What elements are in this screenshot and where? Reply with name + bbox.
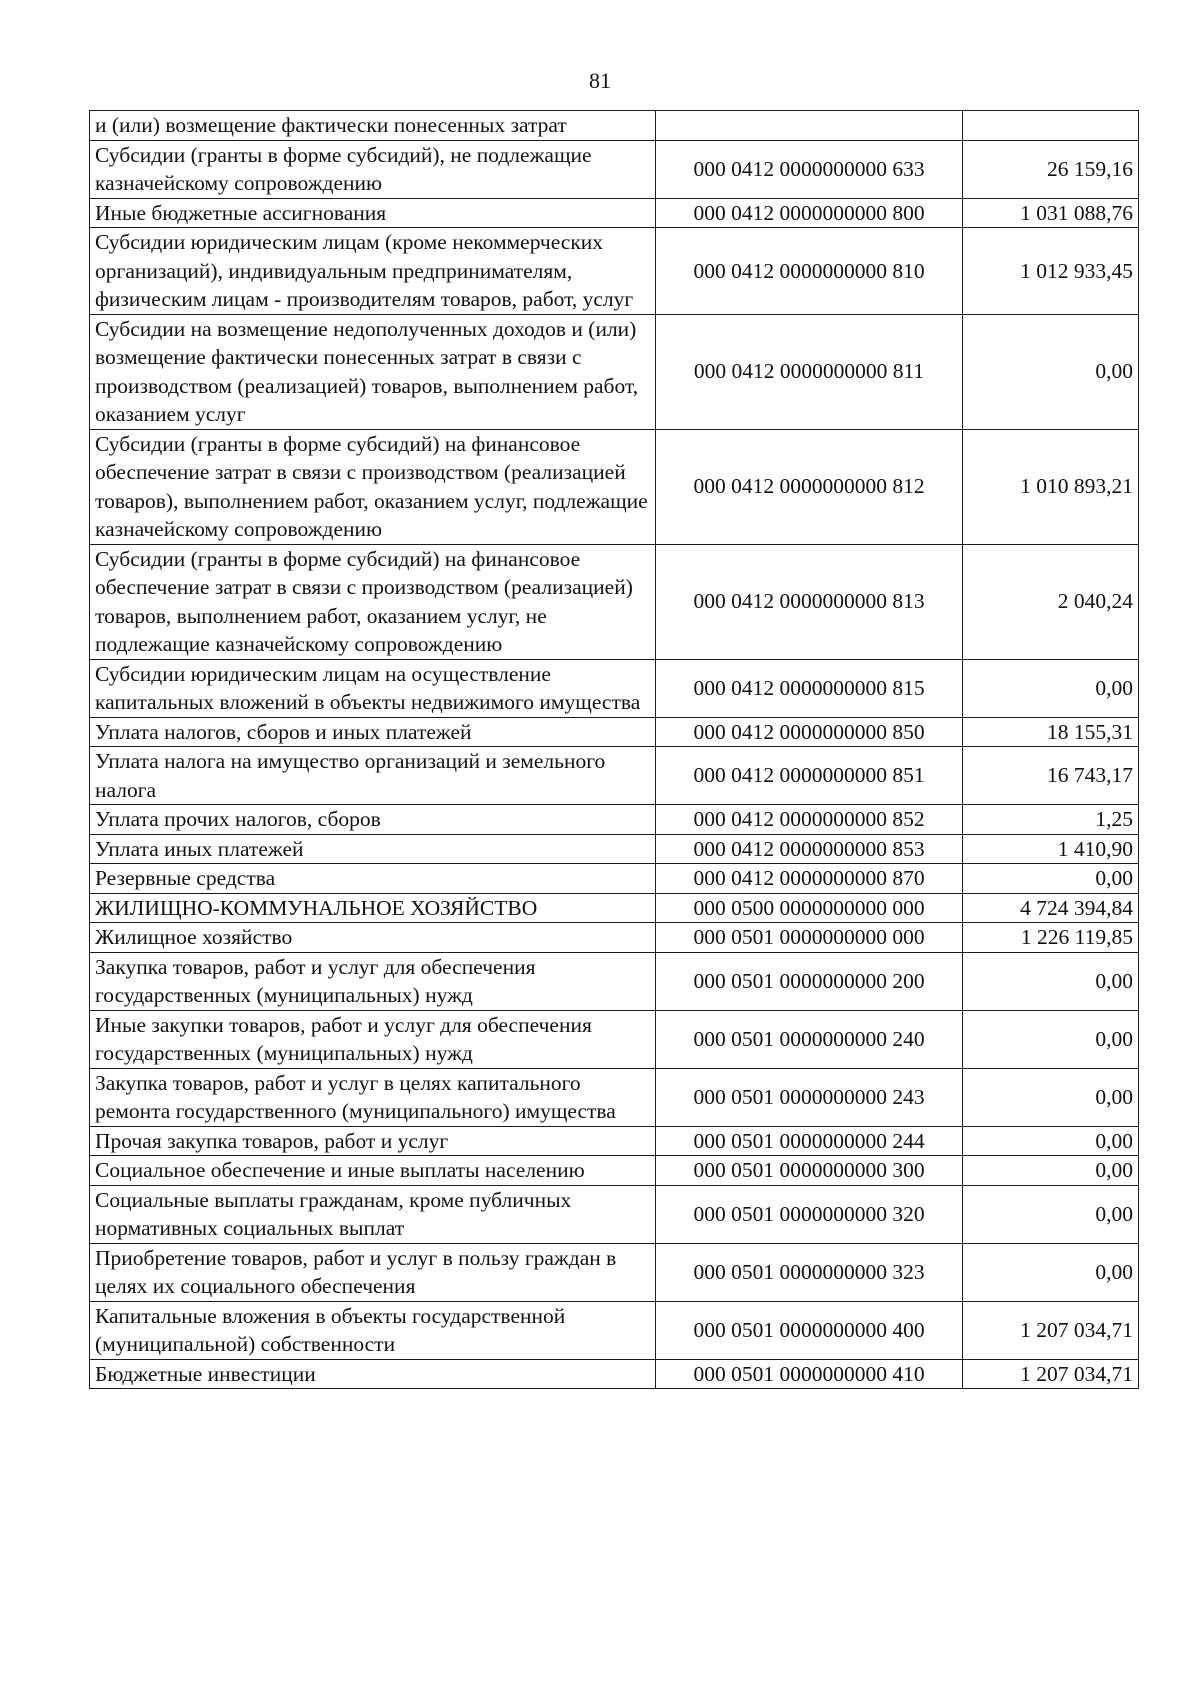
row-name: Приобретение товаров, работ и услуг в пользу граждан в целях их социального обеспечения: [90, 1243, 656, 1301]
table-row: [90, 1301, 1139, 1359]
table-row: [90, 1010, 1139, 1068]
row-value: 0,00: [963, 864, 1139, 894]
row-name: Субсидии (гранты в форме субсидий) на финансовое обеспечение затрат в связи с производством (реализацией товаров), выполнением работ, оказанием услуг, подлежащие казначейскому сопровождению: [90, 429, 656, 544]
table-row: [90, 1156, 1139, 1186]
row-value: 1 031 088,76: [963, 198, 1139, 228]
row-code: 000 0500 0000000000 000: [656, 893, 963, 923]
row-code: 000 0412 0000000000 870: [656, 864, 963, 894]
row-code: 000 0412 0000000000 852: [656, 805, 963, 835]
row-code: 000 0412 0000000000 813: [656, 544, 963, 659]
row-value: 0,00: [963, 1185, 1139, 1243]
table-row: [90, 198, 1139, 228]
row-code: 000 0412 0000000000 853: [656, 834, 963, 864]
row-code: 000 0501 0000000000 320: [656, 1185, 963, 1243]
row-name: Субсидии юридическим лицам на осуществление капитальных вложений в объекты недвижимого имущества: [90, 659, 656, 717]
row-value: 1 410,90: [963, 834, 1139, 864]
row-value: 1 207 034,71: [963, 1301, 1139, 1359]
row-code: 000 0412 0000000000 851: [656, 747, 963, 805]
row-name: Иные бюджетные ассигнования: [90, 198, 656, 228]
row-name: Субсидии юридическим лицам (кроме некоммерческих организаций), индивидуальным предпринимателям, физическим лицам - производителям товаров, работ, услуг: [90, 228, 656, 315]
row-name: Резервные средства: [90, 864, 656, 894]
row-code: 000 0501 0000000000 410: [656, 1359, 963, 1389]
row-value: 1 010 893,21: [963, 429, 1139, 544]
row-code: 000 0501 0000000000 323: [656, 1243, 963, 1301]
row-value: 2 040,24: [963, 544, 1139, 659]
page-number: 81: [589, 68, 611, 93]
table-row: [90, 805, 1139, 835]
row-value: 0,00: [963, 1243, 1139, 1301]
row-name: Прочая закупка товаров, работ и услуг: [90, 1126, 656, 1156]
table-row: [90, 1185, 1139, 1243]
row-code: 000 0412 0000000000 800: [656, 198, 963, 228]
row-value: 0,00: [963, 1156, 1139, 1186]
row-name: Жилищное хозяйство: [90, 923, 656, 953]
table-row: [90, 429, 1139, 544]
row-code: 000 0412 0000000000 633: [656, 140, 963, 198]
row-value: 0,00: [963, 952, 1139, 1010]
row-value: 1 226 119,85: [963, 923, 1139, 953]
row-code: 000 0501 0000000000 000: [656, 923, 963, 953]
table-row: [90, 952, 1139, 1010]
row-name: и (или) возмещение фактически понесенных затрат: [90, 111, 656, 141]
row-value: 4 724 394,84: [963, 893, 1139, 923]
table-row: [90, 140, 1139, 198]
row-code: [656, 111, 963, 141]
row-code: 000 0501 0000000000 300: [656, 1156, 963, 1186]
row-name: Субсидии (гранты в форме субсидий), не подлежащие казначейскому сопровождению: [90, 140, 656, 198]
table-row: [90, 1243, 1139, 1301]
row-name: Иные закупки товаров, работ и услуг для обеспечения государственных (муниципальных) нужд: [90, 1010, 656, 1068]
row-code: 000 0412 0000000000 815: [656, 659, 963, 717]
row-value: 1 207 034,71: [963, 1359, 1139, 1389]
budget-table: [89, 110, 1139, 1389]
row-name: ЖИЛИЩНО-КОММУНАЛЬНОЕ ХОЗЯЙСТВО: [90, 893, 656, 923]
row-value: 1,25: [963, 805, 1139, 835]
table-row: [90, 923, 1139, 953]
table-row: [90, 1359, 1139, 1389]
table-row: [90, 893, 1139, 923]
table-row: [90, 1126, 1139, 1156]
row-code: 000 0412 0000000000 810: [656, 228, 963, 315]
row-value: 0,00: [963, 659, 1139, 717]
row-code: 000 0501 0000000000 244: [656, 1126, 963, 1156]
row-value: 0,00: [963, 1068, 1139, 1126]
table-row: [90, 864, 1139, 894]
table-row: [90, 111, 1139, 141]
row-name: Субсидии (гранты в форме субсидий) на финансовое обеспечение затрат в связи с производством (реализацией) товаров, выполнением работ, оказанием услуг, не подлежащие казначейскому сопровождению: [90, 544, 656, 659]
row-code: 000 0412 0000000000 812: [656, 429, 963, 544]
row-code: 000 0501 0000000000 240: [656, 1010, 963, 1068]
row-name: Уплата иных платежей: [90, 834, 656, 864]
row-value: 0,00: [963, 314, 1139, 429]
table-row: [90, 228, 1139, 315]
table-row: [90, 314, 1139, 429]
row-value: 16 743,17: [963, 747, 1139, 805]
row-code: 000 0412 0000000000 811: [656, 314, 963, 429]
row-name: Субсидии на возмещение недополученных доходов и (или) возмещение фактически понесенных затрат в связи с производством (реализацией) товаров, выполнением работ, оказанием услуг: [90, 314, 656, 429]
row-value: [963, 111, 1139, 141]
table-row: [90, 717, 1139, 747]
row-name: Капитальные вложения в объекты государственной (муниципальной) собственности: [90, 1301, 656, 1359]
row-name: Социальное обеспечение и иные выплаты населению: [90, 1156, 656, 1186]
row-value: 18 155,31: [963, 717, 1139, 747]
row-value: 1 012 933,45: [963, 228, 1139, 315]
row-code: 000 0501 0000000000 200: [656, 952, 963, 1010]
row-name: Бюджетные инвестиции: [90, 1359, 656, 1389]
row-name: Уплата налогов, сборов и иных платежей: [90, 717, 656, 747]
row-value: 0,00: [963, 1010, 1139, 1068]
row-name: Уплата прочих налогов, сборов: [90, 805, 656, 835]
table-row: [90, 659, 1139, 717]
row-name: Закупка товаров, работ и услуг для обеспечения государственных (муниципальных) нужд: [90, 952, 656, 1010]
row-value: 26 159,16: [963, 140, 1139, 198]
table-row: [90, 747, 1139, 805]
row-code: 000 0412 0000000000 850: [656, 717, 963, 747]
row-value: 0,00: [963, 1126, 1139, 1156]
table-row: [90, 544, 1139, 659]
row-code: 000 0501 0000000000 400: [656, 1301, 963, 1359]
budget-table-body: [90, 111, 1139, 1389]
row-name: Закупка товаров, работ и услуг в целях капитального ремонта государственного (муниципального) имущества: [90, 1068, 656, 1126]
table-row: [90, 1068, 1139, 1126]
row-name: Социальные выплаты гражданам, кроме публичных нормативных социальных выплат: [90, 1185, 656, 1243]
row-name: Уплата налога на имущество организаций и земельного налога: [90, 747, 656, 805]
table-row: [90, 834, 1139, 864]
row-code: 000 0501 0000000000 243: [656, 1068, 963, 1126]
